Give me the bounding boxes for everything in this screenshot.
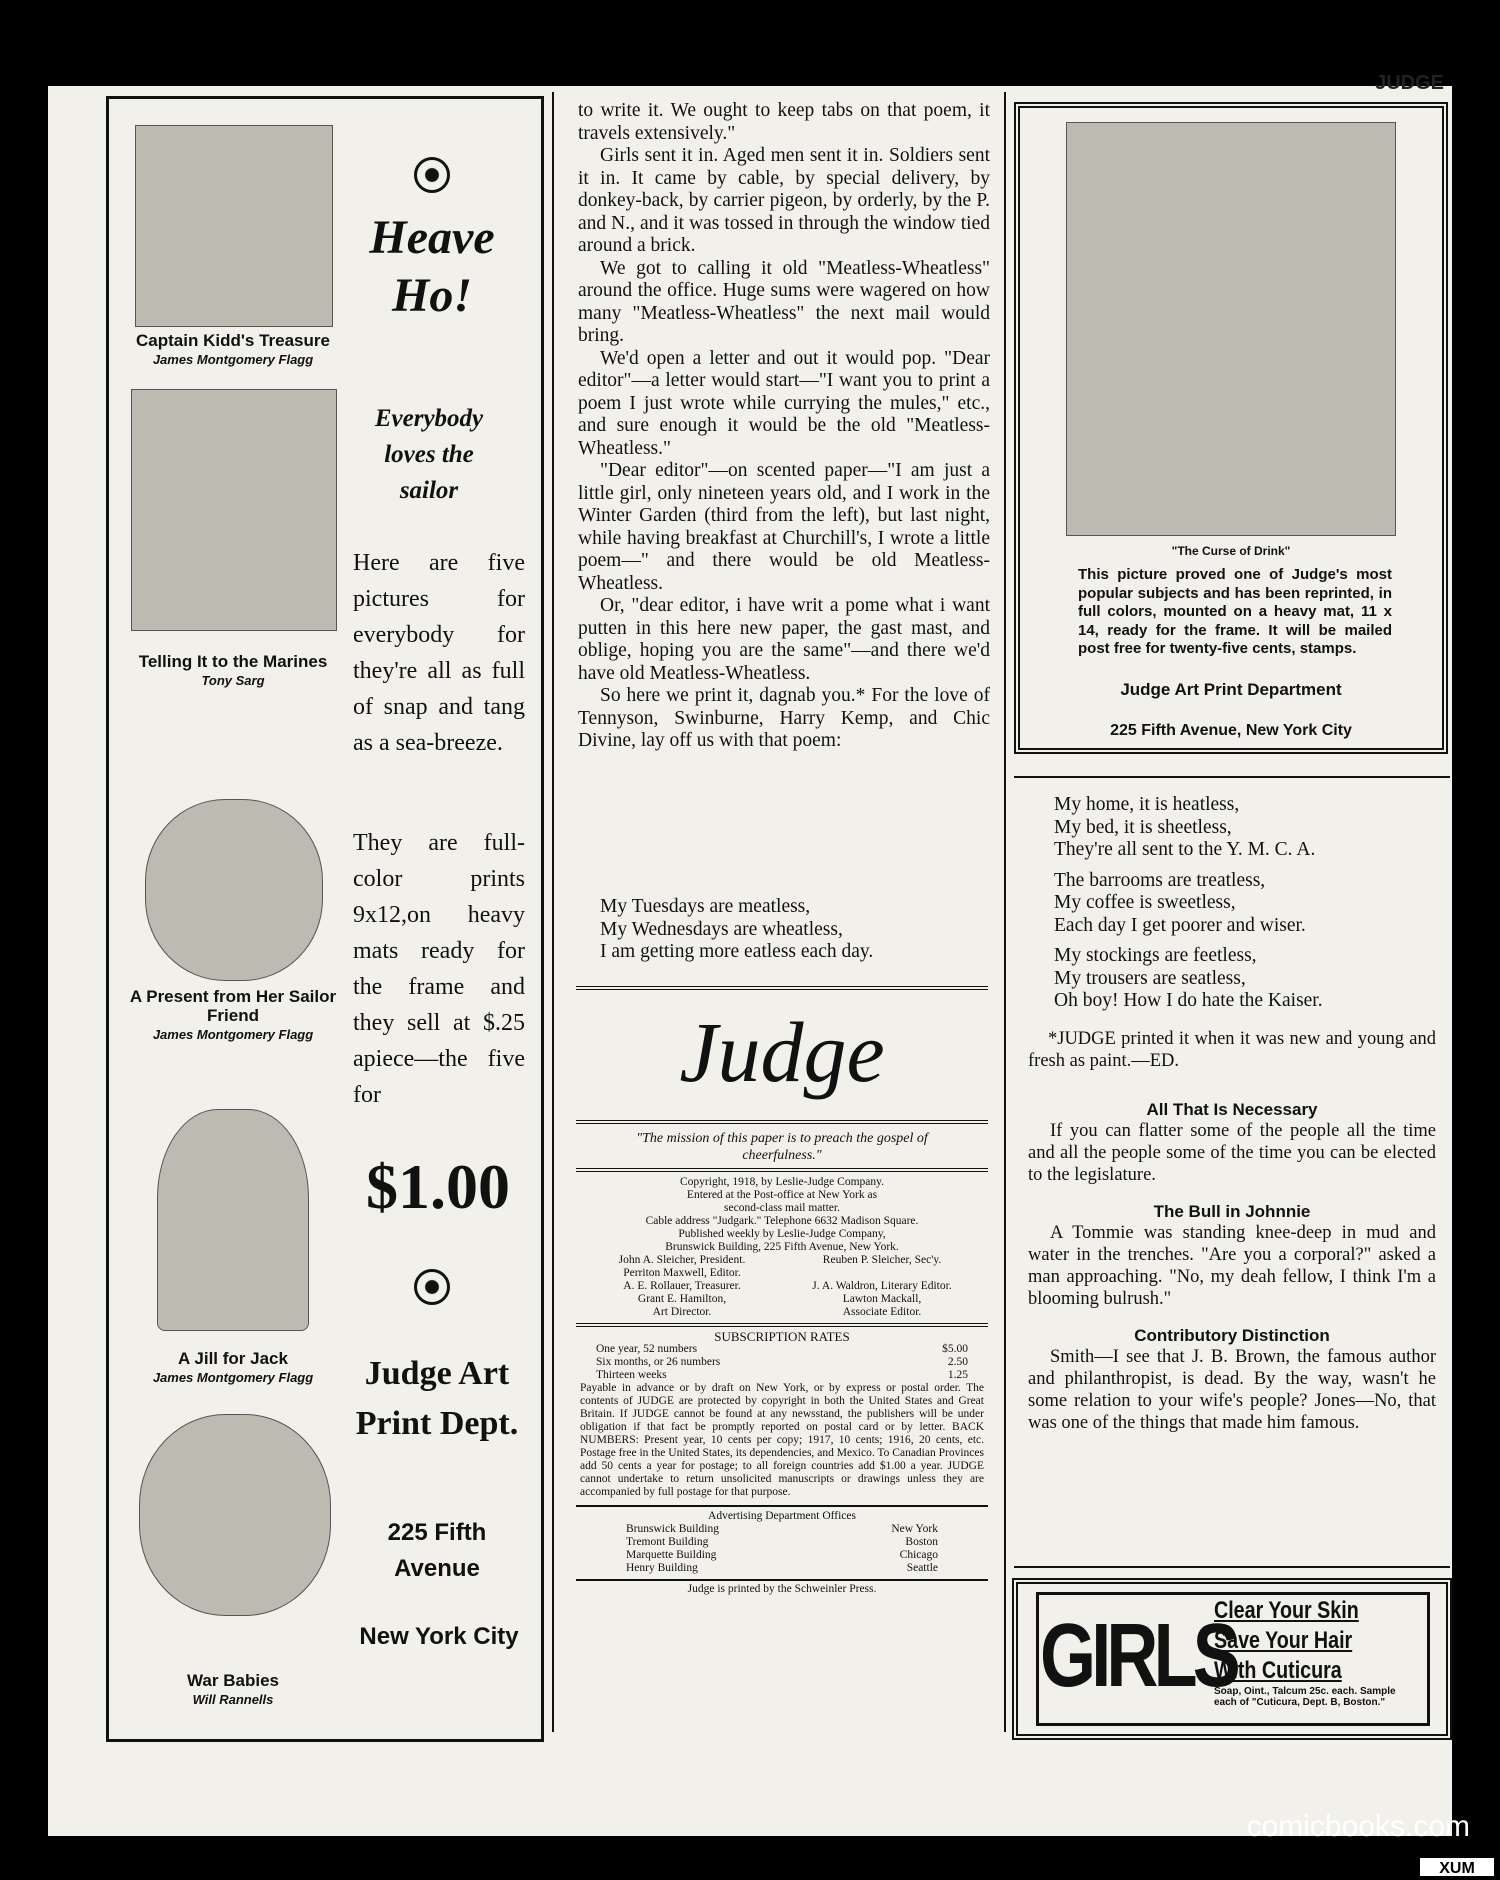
masthead-box [576, 986, 988, 1731]
watermark: comicbooks.com [1246, 1810, 1470, 1843]
art-dept: Judge Art Print Department [1120, 680, 1342, 699]
ad-subhead: Everybody loves the sailor [374, 405, 484, 504]
article-para: We'd open a letter and out it would pop. "Dear editor"—a letter would start—"I want you to print a poem I just wrote while currying the mules," etc., and sure enough it would be the old "Meatless-Wheatless." [578, 347, 990, 459]
ad-price: $1.00 [366, 1151, 510, 1222]
ad-para-1: Here are five pictures for everybody for they're all as full of snap and tang as a sea-breeze. [353, 550, 525, 756]
girls-headline: GIRLS [1040, 1606, 1237, 1706]
heatless-poem: My home, it is heatless, My bed, it is sheetless, They're all sent to the Y. M. C. A. The barrooms are treatless, My coffee is sweetless, Each day I get poorer and wiser. My stockings are feetless, My trousers are seatless, Oh boy! How I do hate the Kaiser. [1054, 794, 1323, 1011]
item-title: The Bull in Johnnie [1153, 1202, 1311, 1221]
caption-captain-kidd: Captain Kidd's Treasure James Montgomery Flagg [136, 331, 330, 367]
column-rule-left [552, 92, 554, 1732]
poem-footnote: *JUDGE printed it when it was new and young and fresh as paint.—ED. [1028, 1029, 1436, 1071]
ad-city: New York City [359, 1623, 519, 1650]
ad-para-2: They are full-color prints 9x12,on heavy mats ready for the frame and they sell at $.25 apiece—the five for [353, 830, 525, 1108]
article-text [578, 100, 990, 753]
motto: "The mission of this paper is to preach the gospel of cheerfulness." [636, 1131, 928, 1163]
girls-lines: Clear Your Skin Save Your Hair With Cuticura Soap, Oint., Talcum 25c. each. Sample each of "Cuticura, Dept. B, Boston." [1214, 1597, 1396, 1708]
picture-present-sailor [145, 799, 323, 981]
column-rule-right [1004, 92, 1006, 1732]
short-items [1028, 1090, 1436, 1434]
article-para: So here we print it, dagnab you.* For the love of Tennyson, Swinburne, Harry Kemp, and Chic Divine, lay off us with that poem: [578, 685, 990, 751]
subscription-notes: Payable in advance or by draft on New York, or by express or postal order. The contents of JUDGE are protected by copyright in both the United States and Great Britain. If JUDGE cannot be found at any newsstand, the publishers will be under obligation if that fact be promptly reported on postal card or by letter. BACK NUMBERS: Present year, 10 cents per copy; 1917, 10 cents; 1916, 20 cents, etc. Postage free in the United States, its dependencies, and Mexico. To Canadian Provinces add 50 cents a year for postage; to all foreign countries add $1.00 a year. JUDGE cannot undertake to return unsolicited manuscripts or drawings unless they are accompanied by full postage for that purpose. [580, 1382, 984, 1498]
picture-jill-for-jack [157, 1109, 309, 1331]
copyright-block: Copyright, 1918, by Leslie-Judge Company. Entered at the Post-office at New York as second-class mail matter. Cable address "Judgark." Telephone 6632 Madison Square. Published weekly by Leslie-Judge Company, Brunswick Building, 225 Fifth Avenue, New York. [645, 1176, 919, 1253]
poem-line: I am getting more eatless each day. [600, 941, 874, 962]
cuticura-ad [1012, 1578, 1452, 1740]
poem-line: My Tuesdays are meatless, [600, 896, 811, 917]
art-caption: "The Curse of Drink" [1171, 544, 1291, 558]
curse-of-drink-ad [1014, 102, 1448, 754]
ad-dept: Judge Art Print Dept. [355, 1355, 519, 1442]
item-text: Smith—I see that J. B. Brown, the famous author and philanthropist, is dead. By the way, wasn't he some relation to your wife's people? Jones—No, that was one of the things that made him famous. [1028, 1347, 1436, 1433]
offices-list: Brunswick Building New York Tremont Building Boston Marquette Building Chicago Henry Building Seattle [626, 1523, 938, 1574]
caption-war-babies: War Babies Will Rannells [187, 1671, 279, 1707]
caption-telling-marines: Telling It to the Marines Tony Sarg [138, 652, 328, 688]
picture-curse-of-drink [1066, 122, 1396, 536]
article-para: "Dear editor"—on scented paper—"I am just a little girl, only nineteen years old, and I work in the Winter Garden (third from the left), but last night, while having breakfast at Churchill's, I wrote a little poem—" and there would be old Meatless-Wheatless. [578, 460, 990, 594]
staff-list: John A. Sleicher, President. Reuben P. Sleicher, Sec'y. Perriton Maxwell, Editor. A. E. Rollauer, Treasurer. J. A. Waldron, Literary Editor. Grant E. Hamilton, Lawton Mackall, Art Director. Associate Editor. [618, 1254, 952, 1318]
magazine-page [48, 72, 1452, 1836]
thistle-emblem-icon [414, 157, 450, 193]
article-para: We got to calling it old "Meatless-Wheatless" around the office. Huge sums were wagered on how many "Meatless-Wheatless" the next mail would bring. [578, 257, 990, 346]
caption-present-sailor: A Present from Her Sailor Friend James Montgomery Flagg [129, 987, 337, 1042]
printer-line: Judge is printed by the Schweinler Press. [687, 1583, 877, 1595]
thistle-emblem-icon-2 [414, 1269, 450, 1305]
advertising-title: Advertising Department Offices [708, 1510, 856, 1522]
item-text: A Tommie was standing knee-deep in mud and water in the trenches. "Are you a corporal?" asked a man approaching. "No, my deah fellow, I think I'm a blooming bulrush." [1028, 1223, 1436, 1309]
item-title: All That Is Necessary [1146, 1100, 1318, 1119]
item-text: If you can flatter some of the people all the time and all the people some of the time you can be elected to the legislature. [1028, 1121, 1436, 1185]
judge-logo: Judge [679, 1004, 885, 1100]
picture-captain-kidd [135, 125, 333, 327]
corner-tag: XUM [1420, 1858, 1494, 1876]
masthead-corner: JUDGE [1375, 72, 1444, 94]
right-rule-2 [1014, 1566, 1450, 1568]
article-para: to write it. We ought to keep tabs on that poem, it travels extensively." [578, 100, 990, 144]
ad-address: 225 Fifth Avenue [387, 1519, 487, 1582]
right-rule [1014, 776, 1450, 778]
art-description: This picture proved one of Judge's most popular subjects and has been reprinted, in full colors, mounted on a heavy mat, 11 x 14, ready for the frame. It will be mailed post free for twenty-five cents, stamps. [1078, 566, 1392, 657]
subscription-title: SUBSCRIPTION RATES [714, 1329, 850, 1344]
ad-headline: Heave Ho! [369, 211, 495, 322]
poem-line: My Wednesdays are wheatless, [600, 918, 843, 940]
item-title: Contributory Distinction [1134, 1326, 1330, 1345]
article-para: Or, "dear editor, i have writ a pome what i want putten in this here new paper, the gast mast, and oblige, hoping you are the same"—and there we'd have old Meatless-Wheatless. [578, 595, 990, 684]
rates-table: One year, 52 numbers $5.00 Six months, or 26 numbers 2.50 Thirteen weeks 1.25 [596, 1343, 968, 1381]
article-para: Girls sent it in. Aged men sent it in. Soldiers sent it in. It came by cable, by special delivery, by donkey-back, by carrier pigeon, by orderly, by the P. and N., and it was tossed in through the window tied around a brick. [578, 145, 990, 256]
picture-war-babies [139, 1414, 331, 1616]
picture-telling-marines [131, 389, 337, 631]
caption-jill-for-jack: A Jill for Jack James Montgomery Flagg [152, 1349, 314, 1385]
art-print-ad [106, 96, 544, 1742]
art-address: 225 Fifth Avenue, New York City [1110, 722, 1352, 739]
meatless-poem [600, 896, 990, 964]
